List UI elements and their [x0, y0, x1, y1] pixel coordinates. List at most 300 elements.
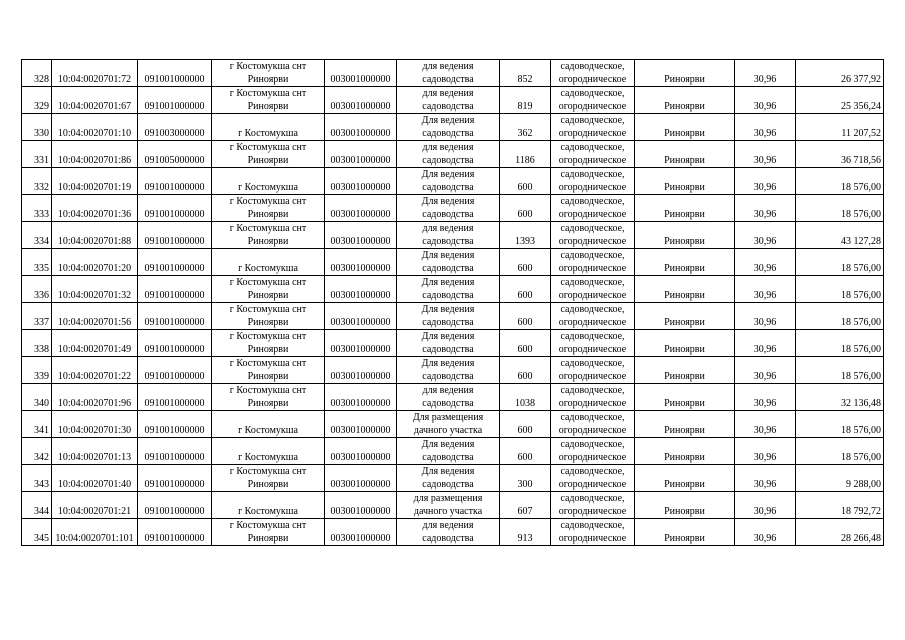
land-category-cat2: огородническое [558, 452, 627, 463]
address-addr1: г Костомукша снт [229, 277, 307, 288]
area-area: 300 [517, 479, 533, 490]
address-cell [212, 411, 325, 438]
locality-code-cell [138, 519, 212, 546]
cadastral-number-cell [52, 141, 138, 168]
address-addr1: г Костомукша снт [229, 304, 307, 315]
permitted-use-cell [397, 438, 500, 465]
land-category-cat2: огородническое [558, 290, 627, 301]
cadastral-value-cell [796, 60, 884, 87]
address-cell [212, 357, 325, 384]
table-row [22, 465, 884, 492]
territory-code-cell [325, 87, 397, 114]
rate-rate: 30,96 [753, 398, 777, 409]
cadastral-value-value: 18 576,00 [841, 317, 881, 328]
rate-rate: 30,96 [753, 209, 777, 220]
row-number-n: 333 [34, 209, 49, 220]
cadastral-value-cell [796, 222, 884, 249]
zone-cell [635, 438, 735, 465]
permitted-use-use1: для размещения [413, 493, 483, 504]
territory-code-cell [325, 330, 397, 357]
rate-rate: 30,96 [753, 344, 777, 355]
land-category-cat2: огородническое [558, 236, 627, 247]
land-category-cat1: садоводческое, [560, 61, 625, 72]
zone-zone: Риноярви [664, 317, 705, 328]
territory-code-cell [325, 438, 397, 465]
territory-code-cell [325, 222, 397, 249]
row-number-cell [22, 141, 52, 168]
land-category-cat2: огородническое [558, 209, 627, 220]
address-cell [212, 465, 325, 492]
row-number-n: 336 [34, 290, 49, 301]
address-cell [212, 60, 325, 87]
land-category-cat1: садоводческое, [560, 250, 625, 261]
permitted-use-use1: Для размещения [412, 412, 484, 423]
cadastral-value-cell [796, 249, 884, 276]
territory-code-code2: 003001000000 [330, 74, 391, 85]
land-category-cat2: огородническое [558, 155, 627, 166]
cadastral-number-cell [52, 87, 138, 114]
address-cell [212, 276, 325, 303]
zone-zone: Риноярви [664, 290, 705, 301]
cadastral-number-cell [52, 168, 138, 195]
cadastral-number-cad: 10:04:0020701:36 [57, 209, 132, 220]
rate-rate: 30,96 [753, 155, 777, 166]
territory-code-cell [325, 384, 397, 411]
zone-zone: Риноярви [664, 236, 705, 247]
cadastral-value-value: 26 377,92 [841, 74, 881, 85]
zone-zone: Риноярви [664, 344, 705, 355]
land-category-cell [551, 330, 635, 357]
address-cell [212, 303, 325, 330]
land-category-cell [551, 384, 635, 411]
table-row [22, 519, 884, 546]
permitted-use-use2: садоводства [422, 398, 474, 409]
cadastral-number-cell [52, 330, 138, 357]
rate-cell [735, 438, 796, 465]
zone-zone: Риноярви [664, 128, 705, 139]
territory-code-code2: 003001000000 [330, 506, 391, 517]
table-row [22, 330, 884, 357]
zone-cell [635, 357, 735, 384]
territory-code-cell [325, 114, 397, 141]
territory-code-cell [325, 465, 397, 492]
permitted-use-cell [397, 303, 500, 330]
land-category-cat1: садоводческое, [560, 466, 625, 477]
land-category-cell [551, 411, 635, 438]
area-cell [500, 411, 551, 438]
land-category-cat2: огородническое [558, 128, 627, 139]
permitted-use-cell [397, 222, 500, 249]
address-addr1: г Костомукша снт [229, 466, 307, 477]
land-category-cat2: огородническое [558, 101, 627, 112]
permitted-use-use1: Для ведения [421, 358, 475, 369]
rate-rate: 30,96 [753, 479, 777, 490]
land-category-cat2: огородническое [558, 398, 627, 409]
rate-cell [735, 384, 796, 411]
zone-cell [635, 519, 735, 546]
permitted-use-use1: Для ведения [421, 466, 475, 477]
area-area: 600 [517, 290, 533, 301]
cadastral-value-value: 18 576,00 [841, 425, 881, 436]
cadastral-value-cell [796, 141, 884, 168]
address-addr1: г Костомукша снт [229, 331, 307, 342]
area-area: 600 [517, 317, 533, 328]
cadastral-value-cell [796, 303, 884, 330]
table-row [22, 87, 884, 114]
row-number-cell [22, 249, 52, 276]
land-category-cat2: огородническое [558, 182, 627, 193]
rate-rate: 30,96 [753, 263, 777, 274]
land-category-cell [551, 465, 635, 492]
permitted-use-use2: садоводства [422, 182, 474, 193]
row-number-n: 343 [34, 479, 49, 490]
table-row [22, 195, 884, 222]
territory-code-code2: 003001000000 [330, 425, 391, 436]
locality-code-code1: 091001000000 [144, 101, 205, 112]
cadastral-value-cell [796, 411, 884, 438]
rate-cell [735, 492, 796, 519]
land-category-cat1: садоводческое, [560, 493, 625, 504]
row-number-n: 334 [34, 236, 49, 247]
permitted-use-cell [397, 492, 500, 519]
cadastral-number-cad: 10:04:0020701:32 [57, 290, 132, 301]
territory-code-cell [325, 411, 397, 438]
locality-code-code1: 091001000000 [144, 452, 205, 463]
area-area: 1186 [515, 155, 535, 166]
area-area: 600 [517, 344, 533, 355]
cadastral-number-cad: 10:04:0020701:88 [57, 236, 132, 247]
rate-cell [735, 276, 796, 303]
land-category-cat1: садоводческое, [560, 223, 625, 234]
address-addr2: г Костомукша [238, 425, 298, 436]
land-category-cell [551, 60, 635, 87]
land-category-cell [551, 519, 635, 546]
rate-cell [735, 195, 796, 222]
cadastral-value-cell [796, 384, 884, 411]
land-category-cat1: садоводческое, [560, 169, 625, 180]
cadastral-number-cad: 10:04:0020701:96 [57, 398, 132, 409]
rate-cell [735, 330, 796, 357]
row-number-n: 329 [34, 101, 49, 112]
cadastral-number-cell [52, 222, 138, 249]
land-category-cat1: садоводческое, [560, 439, 625, 450]
territory-code-cell [325, 303, 397, 330]
locality-code-cell [138, 195, 212, 222]
territory-code-code2: 003001000000 [330, 344, 391, 355]
area-cell [500, 222, 551, 249]
zone-cell [635, 141, 735, 168]
address-addr2: г Костомукша [238, 128, 298, 139]
territory-code-code2: 003001000000 [330, 182, 391, 193]
land-category-cat2: огородническое [558, 74, 627, 85]
permitted-use-use2: садоводства [422, 479, 474, 490]
permitted-use-cell [397, 411, 500, 438]
cadastral-number-cell [52, 249, 138, 276]
address-addr2: г Костомукша [238, 452, 298, 463]
locality-code-cell [138, 87, 212, 114]
rate-rate: 30,96 [753, 533, 777, 544]
land-category-cat2: огородническое [558, 479, 627, 490]
cadastral-value-cell [796, 330, 884, 357]
permitted-use-use1: для ведения [422, 223, 474, 234]
cadastral-number-cell [52, 60, 138, 87]
rate-rate: 30,96 [753, 182, 777, 193]
locality-code-code1: 091001000000 [144, 74, 205, 85]
territory-code-cell [325, 60, 397, 87]
rate-rate: 30,96 [753, 371, 777, 382]
area-area: 852 [517, 74, 533, 85]
zone-cell [635, 87, 735, 114]
rate-cell [735, 87, 796, 114]
address-addr2: Риноярви [247, 371, 289, 382]
zone-cell [635, 195, 735, 222]
row-number-cell [22, 195, 52, 222]
cadastral-number-cell [52, 492, 138, 519]
zone-zone: Риноярви [664, 101, 705, 112]
cadastral-number-cad: 10:04:0020701:20 [57, 263, 132, 274]
area-cell [500, 519, 551, 546]
permitted-use-use2: садоводства [422, 533, 474, 544]
zone-cell [635, 330, 735, 357]
locality-code-code1: 091001000000 [144, 209, 205, 220]
area-cell [500, 87, 551, 114]
cadastral-value-cell [796, 114, 884, 141]
territory-code-code2: 003001000000 [330, 290, 391, 301]
row-number-n: 337 [34, 317, 49, 328]
row-number-cell [22, 168, 52, 195]
land-category-cell [551, 249, 635, 276]
zone-zone: Риноярви [664, 263, 705, 274]
land-category-cell [551, 357, 635, 384]
row-number-n: 338 [34, 344, 49, 355]
territory-code-code2: 003001000000 [330, 101, 391, 112]
locality-code-code1: 091001000000 [144, 236, 205, 247]
row-number-cell [22, 465, 52, 492]
area-cell [500, 195, 551, 222]
address-addr2: Риноярви [247, 317, 289, 328]
cadastral-number-cell [52, 195, 138, 222]
area-cell [500, 492, 551, 519]
address-cell [212, 222, 325, 249]
locality-code-code1: 091001000000 [144, 371, 205, 382]
permitted-use-use1: для ведения [422, 88, 474, 99]
row-number-cell [22, 357, 52, 384]
locality-code-code1: 091001000000 [144, 290, 205, 301]
land-category-cat1: садоводческое, [560, 331, 625, 342]
area-area: 600 [517, 425, 533, 436]
locality-code-code1: 091001000000 [144, 182, 205, 193]
zone-zone: Риноярви [664, 209, 705, 220]
land-category-cell [551, 303, 635, 330]
cadastral-value-value: 32 136,48 [841, 398, 881, 409]
cadastral-number-cad: 10:04:0020701:72 [57, 74, 132, 85]
area-area: 1038 [515, 398, 535, 409]
territory-code-cell [325, 276, 397, 303]
cadastral-number-cell [52, 438, 138, 465]
locality-code-cell [138, 465, 212, 492]
territory-code-code2: 003001000000 [330, 452, 391, 463]
territory-code-code2: 003001000000 [330, 128, 391, 139]
zone-zone: Риноярви [664, 425, 705, 436]
rate-cell [735, 357, 796, 384]
land-category-cat1: садоводческое, [560, 196, 625, 207]
cadastral-value-value: 18 576,00 [841, 182, 881, 193]
cadastral-number-cad: 10:04:0020701:22 [57, 371, 132, 382]
permitted-use-use2: садоводства [422, 263, 474, 274]
permitted-use-use1: Для ведения [421, 304, 475, 315]
zone-cell [635, 60, 735, 87]
row-number-n: 335 [34, 263, 49, 274]
rate-cell [735, 303, 796, 330]
cadastral-value-value: 18 576,00 [841, 290, 881, 301]
cadastral-value-value: 36 718,56 [841, 155, 881, 166]
permitted-use-cell [397, 357, 500, 384]
row-number-cell [22, 492, 52, 519]
land-category-cat2: огородническое [558, 533, 627, 544]
rate-rate: 30,96 [753, 452, 777, 463]
cadastral-number-cell [52, 303, 138, 330]
zone-cell [635, 168, 735, 195]
rate-cell [735, 222, 796, 249]
territory-code-cell [325, 357, 397, 384]
land-category-cell [551, 492, 635, 519]
locality-code-cell [138, 114, 212, 141]
area-area: 1393 [515, 236, 535, 247]
address-cell [212, 330, 325, 357]
table-row [22, 438, 884, 465]
permitted-use-use1: Для ведения [421, 331, 475, 342]
area-cell [500, 357, 551, 384]
locality-code-code1: 091003000000 [144, 128, 205, 139]
cadastral-number-cad: 10:04:0020701:67 [57, 101, 132, 112]
permitted-use-use1: Для ведения [421, 169, 475, 180]
cadastral-value-value: 28 266,48 [841, 533, 881, 544]
locality-code-cell [138, 330, 212, 357]
area-cell [500, 60, 551, 87]
address-addr2: г Костомукша [238, 506, 298, 517]
permitted-use-use2: садоводства [422, 101, 474, 112]
address-cell [212, 87, 325, 114]
cadastral-number-cad: 10:04:0020701:13 [57, 452, 132, 463]
territory-code-cell [325, 168, 397, 195]
land-category-cat1: садоводческое, [560, 358, 625, 369]
zone-cell [635, 114, 735, 141]
cadastral-number-cell [52, 465, 138, 492]
land-category-cell [551, 87, 635, 114]
row-number-n: 340 [34, 398, 49, 409]
land-category-cat1: садоводческое, [560, 142, 625, 153]
locality-code-code1: 091005000000 [144, 155, 205, 166]
rate-cell [735, 141, 796, 168]
address-addr1: г Костомукша снт [229, 223, 307, 234]
cadastral-number-cell [52, 357, 138, 384]
address-cell [212, 141, 325, 168]
rate-rate: 30,96 [753, 101, 777, 112]
zone-zone: Риноярви [664, 155, 705, 166]
permitted-use-use1: Для ведения [421, 196, 475, 207]
rate-rate: 30,96 [753, 74, 777, 85]
cadastral-value-value: 25 356,24 [841, 101, 881, 112]
permitted-use-use2: садоводства [422, 74, 474, 85]
address-cell [212, 249, 325, 276]
table-row [22, 357, 884, 384]
locality-code-code1: 091001000000 [144, 317, 205, 328]
permitted-use-use2: садоводства [422, 344, 474, 355]
land-category-cat2: огородническое [558, 371, 627, 382]
rate-cell [735, 60, 796, 87]
permitted-use-use2: дачного участка [413, 506, 483, 517]
row-number-cell [22, 411, 52, 438]
permitted-use-cell [397, 60, 500, 87]
land-category-cat2: огородническое [558, 344, 627, 355]
locality-code-code1: 091001000000 [144, 506, 205, 517]
land-category-cat1: садоводческое, [560, 277, 625, 288]
table-row [22, 60, 884, 87]
permitted-use-cell [397, 465, 500, 492]
row-number-cell [22, 519, 52, 546]
territory-code-code2: 003001000000 [330, 155, 391, 166]
permitted-use-cell [397, 87, 500, 114]
territory-code-code2: 003001000000 [330, 236, 391, 247]
territory-code-code2: 003001000000 [330, 317, 391, 328]
row-number-cell [22, 60, 52, 87]
address-cell [212, 195, 325, 222]
permitted-use-use2: садоводства [422, 155, 474, 166]
cadastral-number-cad: 10:04:0020701:21 [57, 506, 132, 517]
locality-code-code1: 091001000000 [144, 398, 205, 409]
permitted-use-use1: для ведения [422, 520, 474, 531]
area-area: 819 [517, 101, 533, 112]
territory-code-cell [325, 519, 397, 546]
cadastral-value-value: 18 576,00 [841, 263, 881, 274]
area-cell [500, 168, 551, 195]
address-addr2: Риноярви [247, 101, 289, 112]
address-addr1: г Костомукша снт [229, 88, 307, 99]
area-cell [500, 384, 551, 411]
cadastral-value-cell [796, 465, 884, 492]
land-category-cell [551, 438, 635, 465]
address-cell [212, 492, 325, 519]
cadastral-value-cell [796, 168, 884, 195]
table-row [22, 222, 884, 249]
territory-code-code2: 003001000000 [330, 398, 391, 409]
area-cell [500, 303, 551, 330]
row-number-n: 330 [34, 128, 49, 139]
locality-code-cell [138, 60, 212, 87]
territory-code-cell [325, 492, 397, 519]
area-cell [500, 276, 551, 303]
zone-cell [635, 303, 735, 330]
row-number-n: 345 [34, 533, 49, 544]
address-addr1: г Костомукша снт [229, 61, 307, 72]
area-area: 607 [517, 506, 533, 517]
cadastral-number-cad: 10:04:0020701:56 [57, 317, 132, 328]
territory-code-code2: 003001000000 [330, 371, 391, 382]
cadastral-number-cad: 10:04:0020701:101 [55, 533, 134, 544]
permitted-use-cell [397, 384, 500, 411]
cadastral-value-value: 11 207,52 [841, 128, 881, 139]
territory-code-cell [325, 195, 397, 222]
land-category-cat2: огородническое [558, 317, 627, 328]
permitted-use-use1: Для ведения [421, 439, 475, 450]
table-row [22, 114, 884, 141]
address-addr2: Риноярви [247, 344, 289, 355]
rate-rate: 30,96 [753, 425, 777, 436]
land-category-cat1: садоводческое, [560, 115, 625, 126]
table-row [22, 384, 884, 411]
row-number-n: 339 [34, 371, 49, 382]
zone-cell [635, 411, 735, 438]
